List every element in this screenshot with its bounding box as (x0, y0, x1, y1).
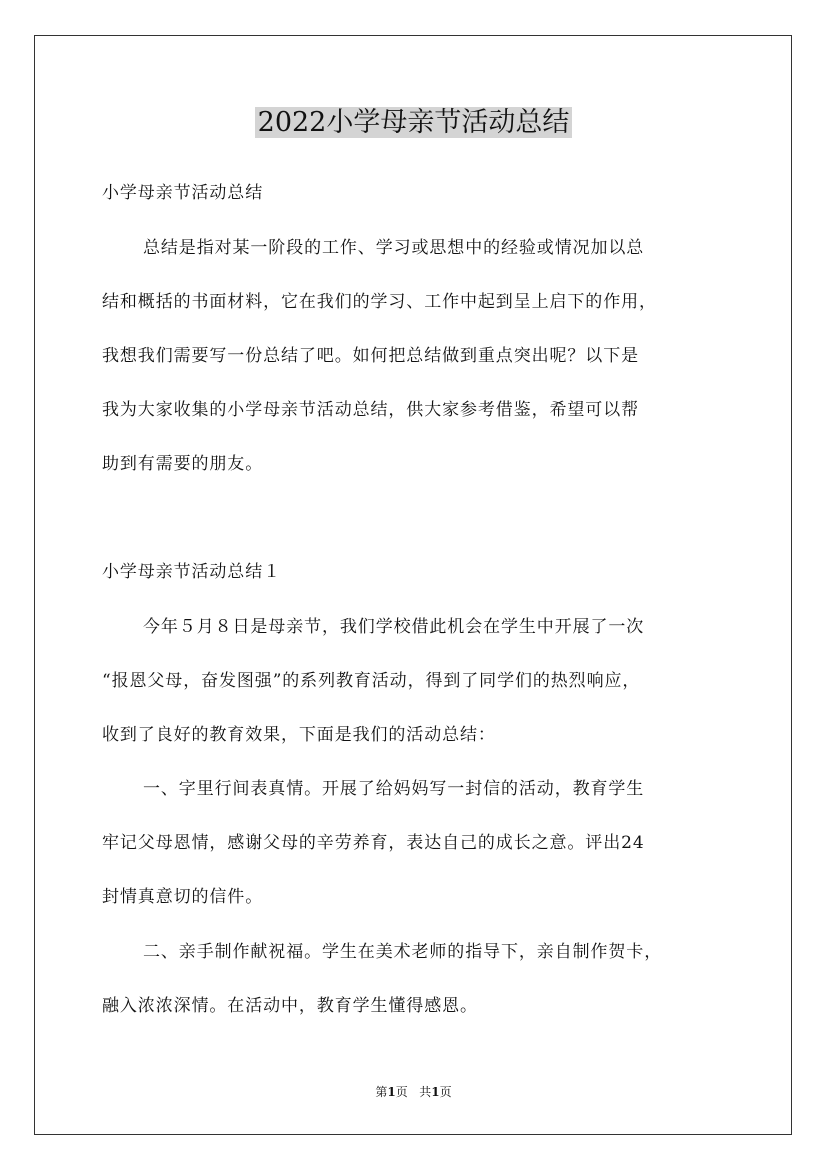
footer-total-number: 1 (431, 1085, 440, 1099)
footer-page-suffix: 页 (395, 1085, 408, 1099)
paragraph-line: 融入浓浓深情。在活动中，教育学生懂得感恩。 (102, 996, 478, 1016)
paragraph-line: 收到了良好的教育效果，下面是我们的活动总结： (102, 725, 496, 745)
document-title-text: 2022小学母亲节活动总结 (255, 107, 573, 138)
intro-line: 总结是指对某一阶段的工作、学习或思想中的经验或情况加以总 (143, 238, 645, 258)
paragraph-line: 封情真意切的信件。 (102, 887, 264, 907)
page-footer (0, 1083, 827, 1101)
paragraph-line: 牢记父母恩情，感谢父母的辛劳养育，表达自己的成长之意。评出24 (102, 833, 645, 853)
paragraph-line: “报恩父母，奋发图强”的系列教育活动，得到了同学们的热烈响应， (102, 671, 641, 691)
paragraph-line: 今年５月８日是母亲节，我们学校借此机会在学生中开展了一次 (143, 617, 645, 637)
footer-page-prefix: 第 (375, 1085, 388, 1099)
intro-line: 助到有需要的朋友。 (102, 454, 264, 474)
document-title (0, 100, 827, 146)
footer-total-suffix: 页 (439, 1085, 452, 1099)
section-heading: 小学母亲节活动总结１ (102, 562, 281, 582)
paragraph-line: 一、字里行间表真情。开展了给妈妈写一封信的活动，教育学生 (143, 779, 645, 799)
intro-line: 结和概括的书面材料，它在我们的学习、工作中起到呈上启下的作用， (102, 292, 657, 312)
intro-line: 我为大家收集的小学母亲节活动总结，供大家参考借鉴，希望可以帮 (102, 400, 639, 420)
intro-line: 我想我们需要写一份总结了吧。如何把总结做到重点突出呢？以下是 (102, 346, 639, 366)
footer-page-number: 1 (387, 1085, 396, 1099)
paragraph-line: 二、亲手制作献祝福。学生在美术老师的指导下，亲自制作贺卡， (143, 942, 663, 962)
document-subtitle: 小学母亲节活动总结 (102, 183, 264, 203)
footer-total-prefix: 共 (419, 1085, 432, 1099)
